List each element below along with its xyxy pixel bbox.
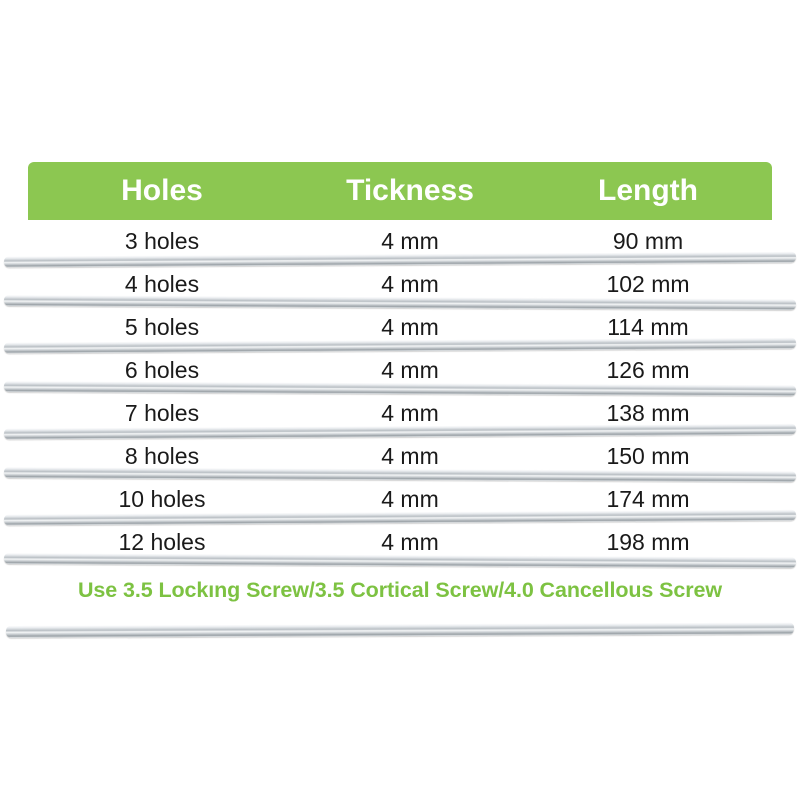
column-header-thickness: Tickness [346,174,474,207]
column-header-holes: Holes [121,174,203,207]
cell-holes: 6 holes [124,357,200,383]
table-row [28,263,772,306]
cell-holes: 5 holes [124,314,200,340]
table-row [28,521,772,564]
cell-length: 114 mm [607,314,689,340]
specification-table [28,162,772,564]
cell-length: 126 mm [606,357,690,383]
cell-holes: 7 holes [124,400,200,426]
cell-length: 174 mm [606,486,690,512]
cell-length: 102 mm [606,271,690,297]
cell-length: 138 mm [606,400,690,426]
table-row [28,306,772,349]
cell-thickness: 4 mm [381,228,439,254]
column-header-length: Length [598,174,698,207]
cell-holes: 12 holes [118,529,206,555]
screw-compatibility-note: Use 3.5 Lockıng Screw/3.5 Cortical Screw/4.0 Cancellous Screw [78,578,722,602]
cell-length: 90 mm [612,228,684,254]
table-row [28,220,772,263]
cell-holes: 8 holes [124,443,200,469]
cell-thickness: 4 mm [381,357,439,383]
cell-length: 150 mm [606,443,690,469]
cell-length: 198 mm [606,529,690,555]
cell-thickness: 4 mm [381,529,439,555]
table-row [28,435,772,478]
cell-holes: 10 holes [118,486,206,512]
table-row [28,349,772,392]
table-row [28,478,772,521]
cell-thickness: 4 mm [381,271,439,297]
cell-holes: 4 holes [124,271,200,297]
table-header-row [28,162,772,220]
cell-thickness: 4 mm [381,400,439,426]
metal-plate-graphic-bottom [6,622,794,637]
table-row [28,392,772,435]
cell-thickness: 4 mm [381,443,439,469]
cell-thickness: 4 mm [381,486,439,512]
cell-holes: 3 holes [124,228,200,254]
cell-thickness: 4 mm [381,314,439,340]
